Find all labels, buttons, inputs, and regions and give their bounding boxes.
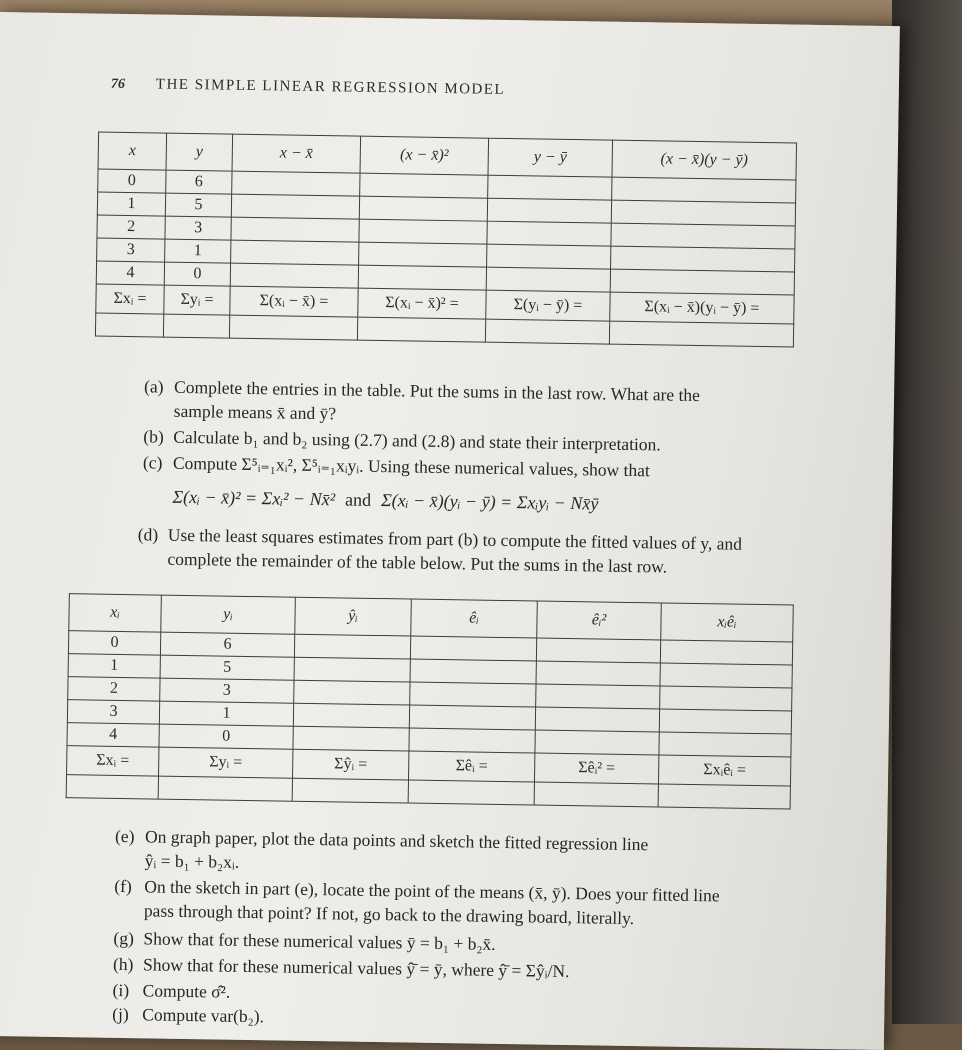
question-text: Calculate b₁ and b₂ using (2.7) and (2.8) and state their interpretation. xyxy=(173,426,661,455)
blank-cell xyxy=(534,782,658,807)
blank-cell xyxy=(535,730,659,755)
blank-cell xyxy=(487,198,611,223)
sum-label-residual-sq: Σêᵢ² = xyxy=(534,753,658,784)
col-header-y-dev: y − ȳ xyxy=(488,138,613,177)
cell-y: 1 xyxy=(159,701,293,726)
question-text: Show that for these numerical values ȳ = b₁ + b₂x̄. xyxy=(143,928,496,954)
running-header xyxy=(111,76,506,99)
blank-cell xyxy=(611,200,795,226)
question-label: (f) xyxy=(114,875,132,897)
blank-cell xyxy=(536,661,660,686)
blank-cell xyxy=(536,684,660,709)
blank-cell xyxy=(487,221,611,246)
blank-cell xyxy=(611,223,795,249)
question-text: On graph paper, plot the data points and sketch the fitted regression line xyxy=(144,826,649,855)
col-header-y-hat: ŷᵢ xyxy=(295,597,412,636)
sum-label-x: Σxᵢ = xyxy=(96,284,164,314)
question-text: pass through that point? If not, go back to the drawing board, literally. xyxy=(143,900,635,929)
sum-label-y: Σyᵢ = xyxy=(164,285,230,315)
cell-x: 1 xyxy=(97,192,165,216)
col-header-y: yᵢ xyxy=(161,595,296,634)
blank-cell xyxy=(66,775,158,799)
blank-cell xyxy=(232,171,360,196)
question-label: (h) xyxy=(112,953,134,975)
regression-table-2 xyxy=(66,593,794,809)
question-text: Compute var(b₂). xyxy=(142,1004,265,1027)
book-page xyxy=(0,12,900,1050)
sum-label-y-hat: Σŷᵢ = xyxy=(293,749,409,780)
sum-label-x-dev: Σ(xᵢ − x̄) = xyxy=(230,286,358,317)
desk-edge xyxy=(892,0,962,1024)
question-label: (e) xyxy=(114,825,135,847)
cell-x: 2 xyxy=(97,215,165,239)
question-d xyxy=(137,522,742,579)
sum-label-x: Σxᵢ = xyxy=(67,746,159,776)
col-header-residual: êᵢ xyxy=(411,599,538,638)
cell-y: 3 xyxy=(160,678,294,703)
blank-cell xyxy=(229,315,357,340)
cell-y: 6 xyxy=(166,170,232,194)
col-header-x-residual: xᵢêᵢ xyxy=(661,603,794,642)
blank-cell xyxy=(294,680,410,705)
question-text: Use the least squares estimates from part (b) to compute the fitted values of y, and xyxy=(167,524,743,554)
blank-cell xyxy=(408,780,534,805)
page-number: 76 xyxy=(110,76,125,92)
regression-table-1 xyxy=(95,132,797,348)
col-header-x: x xyxy=(98,132,167,170)
blank-cell xyxy=(293,703,409,728)
blank-cell xyxy=(410,659,536,684)
blank-cell xyxy=(487,244,611,269)
blank-cell xyxy=(409,705,535,730)
blank-cell xyxy=(360,173,488,198)
question-a xyxy=(144,374,701,431)
question-c xyxy=(143,450,650,482)
cell-y: 0 xyxy=(159,724,293,749)
col-header-residual-sq: êᵢ² xyxy=(537,601,662,640)
question-text: ŷᵢ = b₁ + b₂xᵢ. xyxy=(144,850,240,872)
blank-cell xyxy=(410,636,536,661)
blank-cell xyxy=(660,663,792,688)
blank-cell xyxy=(359,196,487,221)
blank-cell xyxy=(660,686,792,711)
cell-y: 6 xyxy=(160,632,294,657)
question-text: On the sketch in part (e), locate the point of the means (x̄, ȳ). Does your fitted line xyxy=(144,876,720,906)
col-header-x-dev-sq: (x − x̄)² xyxy=(360,136,489,175)
question-text: Compute σ̂². xyxy=(142,980,231,1002)
blank-cell xyxy=(292,778,408,803)
equation-and: and xyxy=(344,489,372,510)
question-i xyxy=(112,978,230,1004)
blank-cell xyxy=(231,217,359,242)
question-text: Show that for these numerical values ŷ̄ = ȳ, where ŷ̄ = Σŷᵢ/N. xyxy=(142,954,570,982)
blank-cell xyxy=(410,682,536,707)
cell-x: 3 xyxy=(97,238,165,262)
question-text: complete the remainder of the table below. Put the sums in the last row. xyxy=(167,548,668,577)
question-label: (a) xyxy=(143,376,164,397)
blank-cell xyxy=(486,267,610,292)
cell-x: 4 xyxy=(96,261,164,285)
question-text: Compute Σ⁵ᵢ₌₁xᵢ², Σ⁵ᵢ₌₁xᵢyᵢ. Using these numerical values, show that xyxy=(172,452,651,481)
blank-cell xyxy=(535,707,659,732)
blank-cell xyxy=(485,319,609,344)
sum-label-x-residual: Σxᵢêᵢ = xyxy=(658,755,790,786)
question-label: (i) xyxy=(112,979,130,1001)
identity-equations xyxy=(172,487,598,515)
question-label: (d) xyxy=(137,524,159,545)
sum-label-residual: Σêᵢ = xyxy=(408,751,534,782)
cell-x: 0 xyxy=(98,169,166,193)
question-label: (b) xyxy=(143,426,164,447)
blank-cell xyxy=(660,640,792,665)
blank-cell xyxy=(230,263,358,288)
blank-cell xyxy=(293,726,409,751)
blank-cell xyxy=(294,634,410,659)
cell-x: 2 xyxy=(68,677,160,701)
cell-x: 1 xyxy=(68,654,160,678)
question-text: Complete the entries in the table. Put the sums in the last row. What are the xyxy=(173,376,701,406)
blank-cell xyxy=(163,314,229,338)
question-g xyxy=(113,926,496,956)
blank-cell xyxy=(231,240,359,265)
blank-cell xyxy=(231,194,359,219)
blank-cell xyxy=(409,728,535,753)
question-label: (c) xyxy=(142,452,163,473)
blank-cell xyxy=(611,246,795,272)
col-header-cross-dev: (x − x̄)(y − ȳ) xyxy=(612,140,797,180)
col-header-x: xᵢ xyxy=(69,594,162,632)
chapter-title: THE SIMPLE LINEAR REGRESSION MODEL xyxy=(155,76,506,98)
equation-left: Σ(xᵢ − x̄)² = Σxᵢ² − Nx̄² xyxy=(172,486,336,510)
question-e xyxy=(115,824,649,880)
blank-cell xyxy=(612,177,796,203)
cell-y: 1 xyxy=(165,239,231,263)
blank-cell xyxy=(95,313,163,337)
blank-cell xyxy=(359,242,487,267)
question-label: (j) xyxy=(112,1003,129,1025)
col-header-x-dev: x − x̄ xyxy=(232,134,361,173)
sum-label-cross-dev: Σ(xᵢ − x̄)(yᵢ − ȳ) = xyxy=(610,292,794,324)
blank-cell xyxy=(158,776,292,801)
cell-y: 5 xyxy=(160,655,294,680)
cell-y: 0 xyxy=(164,262,230,286)
blank-cell xyxy=(359,219,487,244)
question-text: sample means x̄ and ȳ? xyxy=(173,400,337,424)
blank-cell xyxy=(294,657,410,682)
question-label: (g) xyxy=(113,927,135,949)
blank-cell xyxy=(658,784,790,809)
blank-cell xyxy=(358,265,486,290)
cell-y: 3 xyxy=(165,216,231,240)
blank-cell xyxy=(610,269,794,295)
blank-cell xyxy=(609,321,793,347)
sum-label-y: Σyᵢ = xyxy=(159,747,293,778)
cell-x: 3 xyxy=(67,700,159,724)
sum-label-x-dev-sq: Σ(xᵢ − x̄)² = xyxy=(358,288,486,319)
blank-cell xyxy=(659,709,791,734)
question-f xyxy=(114,874,720,932)
cell-x: 4 xyxy=(67,723,159,747)
blank-cell xyxy=(536,638,660,663)
blank-cell xyxy=(488,175,612,200)
blank-cell xyxy=(357,317,485,342)
col-header-y: y xyxy=(166,133,233,171)
equation-right: Σ(xᵢ − x̄)(yᵢ − ȳ) = Σxᵢyᵢ − Nx̄ȳ xyxy=(380,490,599,514)
blank-cell xyxy=(659,732,791,757)
cell-y: 5 xyxy=(165,193,231,217)
question-j xyxy=(112,1002,264,1028)
sum-label-y-dev: Σ(yᵢ − ȳ) = xyxy=(486,290,610,321)
cell-x: 0 xyxy=(68,631,160,655)
